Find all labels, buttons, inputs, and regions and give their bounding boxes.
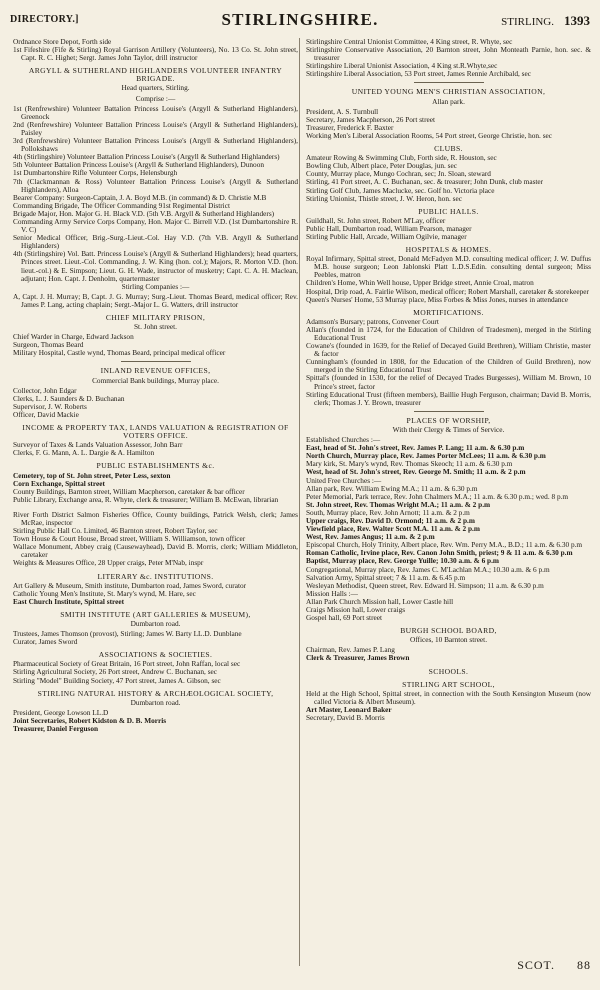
section-heading: STIRLING NATURAL HISTORY & ARCHÆOLOGICAL SOCIETY, [37, 688, 274, 698]
directory-entry: Corn Exchange, Spittal street [13, 478, 105, 488]
directory-entry: Cemetery, top of St. John street, Peter Less, sexton [13, 470, 171, 480]
directory-entry: Trustees, James Thomson (provost), Stirling; James W. Barty LL.D. Dunblane [13, 629, 242, 639]
directory-entry: Salvation Army, Spittal street; 7 & 11 a.m. & 6.45 p.m [306, 572, 466, 582]
directory-entry: President, A. S. Turnbull [306, 106, 379, 116]
directory-entry: Stirling Public Hall Co. Limited, 46 Barnton street, Robert Taylor, sec [13, 526, 218, 536]
directory-entry: 4th (Stirlingshire) Volunteer Battalion Princess Louise's (Argyll & Sutherland Highlanders) [13, 152, 280, 162]
directory-entry: Roman Catholic, Irvine place, Rev. Canon John Smith, priest; 9 & 11 a.m. & 6.30 p.m [306, 548, 573, 558]
directory-entry: Stirlingshire Conservative Association, 20 Barnton street, John Monteath Parnie, hon. sec. & treasurer [306, 45, 591, 63]
directory-entry: Allan Park Church Mission hall, Lower Castle hill [306, 596, 454, 606]
directory-entry: Amateur Rowing & Swimming Club, Forth side, R. Houston, sec [306, 153, 497, 163]
directory-entry: Craigs Mission hall, Lower craigs [306, 605, 406, 614]
directory-entry: Treasurer, Daniel Ferguson [13, 724, 99, 734]
directory-entry: Stirling "Model" Building Society, 47 Port street, James A. Gibson, sec [13, 675, 221, 685]
header-place: STIRLING. [501, 16, 554, 28]
directory-entry: 1st (Renfrewshire) Volunteer Battalion Princess Louise's (Argyll & Sutherland Highlanders), Greenock [13, 103, 298, 121]
directory-entry: Congregational, Murray place, Rev. James C. M'Lachlan M.A.; 10.30 a.m. & 6 p.m [306, 564, 550, 574]
section-subheading: Offices, 10 Barnton street. [409, 635, 488, 645]
section-rule [121, 508, 191, 509]
footer-page-number: 88 [577, 958, 591, 972]
directory-entry: Treasurer, Frederick F. Baxter [306, 122, 394, 132]
directory-entry: Stirling Agricultural Society, 26 Port street, Andrew C. Buchanan, sec [13, 667, 218, 677]
section-heading: UNITED YOUNG MEN'S CHRISTIAN ASSOCIATION, [351, 87, 546, 97]
section-rule [414, 82, 484, 83]
directory-entry: County, Murray place, Mungo Cochran, sec; Jn. Sloan, steward [306, 169, 491, 179]
directory-entry: East, head of St. John's street, Rev. James P. Lang; 11 a.m. & 6.30 p.m [306, 443, 525, 453]
section-heading: MORTIFICATIONS. [413, 307, 484, 317]
section-heading: CHIEF MILITARY PRISON, [105, 313, 206, 322]
directory-entry: Officer, David Mackie [13, 409, 79, 419]
directory-entry: President, George Lowson LL.D [13, 707, 109, 717]
directory-entry: Queen's Nurses' Home, 53 Murray place, Miss Forbes & Miss Jones, nurses in attendance [306, 294, 569, 304]
directory-entry: Established Churches :— [306, 435, 381, 445]
directory-entry: Working Men's Liberal Association Rooms, 54 Port street, George Christie, hon. sec [306, 130, 553, 140]
directory-entry: Art Master, Leonard Baker [306, 704, 392, 714]
directory-entry: Curator, James Sword [13, 637, 78, 647]
section-heading: ASSOCIATIONS & SOCIETIES. [98, 650, 213, 660]
directory-entry: Hospital, Drip road, A. Fairlie Wilson, medical officer; Robert Marshall, caretaker & storekeeper [306, 286, 589, 296]
section-heading: CLUBS. [434, 144, 463, 154]
section-subheading: Allan park. [432, 96, 465, 106]
directory-entry: Town House & Court House, Broad street, William S. Williamson, town officer [13, 534, 246, 544]
directory-entry: Cunningham's (founded in 1808, for the Education of the Children of Guild Brethren), now merged in the Stirling Educational Trust [306, 357, 591, 375]
section-subheading: Stirling Companies :— [121, 281, 190, 291]
footer-scot: SCOT. [517, 958, 555, 972]
directory-entry: Pharmaceutical Society of Great Britain, 16 Port street, John Raffan, local sec [13, 659, 241, 669]
directory-entry: Wallace Monument, Abbey craig (Causewayhead), David B. Morris, clerk; William Middleton, caretaker [13, 542, 298, 560]
directory-entry: Clerk & Treasurer, James Brown [306, 653, 410, 663]
section-subheading: Comprise :— [135, 93, 176, 103]
directory-entry: 5th Volunteer Battalion Princess Louise's (Argyll & Sutherland Highlanders), Dunoon [13, 160, 265, 170]
directory-entry: Art Gallery & Museum, Smith institute, Dumbarton road, James Sword, curator [13, 580, 247, 590]
directory-entry: Weights & Measures Office, 28 Upper craigs, Peter M'Nab, inspr [13, 558, 204, 568]
directory-entry: Allan park, Rev. William Ewing M.A.; 11 a.m. & 6.30 p.m [306, 483, 478, 493]
section-heading: PUBLIC ESTABLISHMENTS &c. [96, 461, 215, 471]
directory-entry: Guildhall, St. John street, Robert M'Lay, officer [306, 215, 446, 225]
directory-entry: Episcopal Church, Holy Trinity, Albert place, Rev. Wm. Perry M.A., B.D.; 11 a.m. & 6.30 p.m [306, 540, 583, 550]
directory-entry: Military Hospital, Castle wynd, Thomas Beard, principal medical officer [13, 348, 226, 358]
directory-entry: A, Capt. J. H. Murray; B, Capt. J. G. Murray; Surg.-Lieut. Thomas Beard, medical officer; Rev. James P. Lang, acting chaplain; Sergt.-Major L. G. Watters, drill instructor [13, 291, 298, 309]
directory-entry: Upper craigs, Rev. David D. Ormond; 11 a.m. & 2 p.m [306, 515, 475, 525]
directory-entry: Stirling Unionist, Thistle street, J. W. Heron, hon. sec [306, 193, 462, 203]
header-title: STIRLINGSHIRE. [221, 10, 379, 29]
directory-entry: Bowling Club, Albert place, Peter Douglas, jun. sec [306, 161, 457, 171]
section-subheading: Head quarters, Stirling. [121, 83, 190, 93]
directory-entry: Catholic Young Men's Institute, St. Mary's wynd, M. Hare, sec [13, 588, 196, 598]
directory-entry: West, head of St. John's street, Rev. George M. Smith; 11 a.m. & 2 p.m [306, 467, 526, 477]
section-heading: HOSPITALS & HOMES. [405, 245, 492, 255]
directory-entry: River Forth District Salmon Fisheries Office, County buildings, Patrick Welsh, clerk; James McRae, inspector [13, 509, 298, 527]
directory-entry: Bearer Company: Surgeon-Captain, J. A. Boyd M.B. (in command) & D. Christie M.B [13, 192, 267, 202]
directory-entry: Stirlingshire Central Unionist Committee, 4 King street, R. Whyte, sec [306, 37, 513, 46]
section-heading: BURGH SCHOOL BOARD, [400, 626, 497, 636]
directory-entry: Stirling Educational Trust (fifteen members), Baillie Hugh Ferguson, chairman; David B. Morris, clerk; Thomas J. Y. Brown, treasurer [306, 389, 591, 407]
directory-entry: Secretary, James Macpherson, 26 Port street [306, 114, 436, 124]
directory-entry: Peter Memorial, Park terrace, Rev. John Chalmers M.A.; 11 a.m. & 6.30 p.m.; wed. 8 p.m [306, 491, 569, 501]
section-subheading: St. John street. [134, 322, 177, 332]
directory-entry: Surveyor of Taxes & Lands Valuation Assessor, John Barr [13, 440, 183, 450]
directory-entry: Collector, John Edgar [13, 385, 77, 395]
header-year: 1393 [564, 13, 590, 28]
section-rule [121, 361, 191, 362]
directory-entry: Gospel hall, 69 Port street [306, 613, 382, 623]
directory-entry: Allan's (founded in 1724, for the Education of Children of Tradesmen), merged in the Stirling Educational Trust [306, 324, 591, 342]
directory-entry: Brigade Major, Hon. Major G. H. Black V.D. (5th V.B. Argyll & Sutherland Highlanders) [13, 208, 275, 218]
directory-entry: Royal Infirmary, Spittal street, Donald McFadyen M.D. consulting medical officer; J. W. Duffus M.B. house surgeon; Leon Jablonski Platt L.D.S.Edin. consulting dental surgeon; Miss Peebles, matron [306, 254, 591, 280]
directory-entry: Surgeon, Thomas Beard [13, 340, 84, 350]
directory-entry: Senior Medical Officer, Brig.-Surg.-Lieut.-Col. Hay V.D. (7th V.B. Argyll & Sutherland Highlanders) [13, 233, 298, 251]
section-subheading: With their Clergy & Times of Service. [392, 424, 505, 434]
directory-entry: Wesleyan Methodist, Queen street, Rev. Edward H. Simpson; 11 a.m. & 6.30 p.m [306, 580, 544, 590]
directory-entry: East Church Institute, Spittal street [13, 596, 125, 606]
directory-entry: Held at the High School, Spittal street, in connection with the South Kensington Museum (now called Victoria & Albert Museum). [306, 688, 591, 706]
directory-entry: Clerks, F. G. Mann, A. L. Dargie & A. Hamilton [13, 448, 155, 458]
directory-entry: Stirling, 41 Port street, A. C. Buchanan, sec. & treasurer; John Dunk, club master [306, 177, 544, 187]
directory-entry: Baptist, Murray place, Rev. George Yuille; 10.30 a.m. & 6 p.m [306, 556, 500, 566]
directory-entry: Cowane's (founded in 1639, for the Relief of Decayed Guild Brethren), William Christie, master & factor [306, 341, 591, 359]
section-subheading: Dumbarton road. [130, 697, 181, 707]
right-column [306, 38, 591, 722]
directory-entry: North Church, Murray place, Rev. James Porter McLees; 11 a.m. & 6.30 p.m [306, 451, 546, 461]
section-heading: INLAND REVENUE OFFICES, [100, 366, 211, 376]
left-column [13, 38, 298, 733]
header-right [501, 13, 590, 29]
directory-entry: Mission Halls :— [306, 588, 358, 598]
directory-entry: Ordnance Store Depot, Forth side [13, 37, 112, 46]
section-heading: PUBLIC HALLS. [418, 206, 479, 216]
directory-entry: Spittal's (founded in 1530, for the relief of Decayed Trades Burgesses), William M. Brown, 10 Prince's street, factor [306, 373, 591, 391]
directory-entry: 1st Fifeshire (Fife & Stirling) Royal Garrison Artillery (Volunteers), No. 13 Co. St. John street, Capt. R. C. Highet; Sergt. James John Taylor, drill instructor [13, 45, 298, 63]
directory-entry: Stirlingshire Liberal Unionist Association, 4 King st.R.Whyte,sec [306, 61, 498, 71]
directory-entry: Clerks, L. J. Saunders & D. Buchanan [13, 393, 125, 403]
directory-entry: Public Hall, Dumbarton road, William Pearson, manager [306, 223, 472, 233]
section-heading: INCOME & PROPERTY TAX, LANDS VALUATION & REGISTRATION OF VOTERS OFFICE. [22, 423, 289, 441]
section-subheading: Dumbarton road. [130, 619, 181, 628]
directory-entry: Children's Home, Whin Well house, Upper Bridge street, Annie Croal, matron [306, 278, 534, 288]
directory-entry: Joint Secretaries, Robert Kidston & D. B. Morris [13, 715, 167, 725]
directory-entry: Commanding Brigade, The Officer Commanding 91st Regimental District [13, 200, 230, 210]
section-heading: ARGYLL & SUTHERLAND HIGHLANDERS VOLUNTEER INFANTRY BRIGADE. [28, 66, 283, 84]
directory-entry: United Free Churches :— [306, 475, 382, 485]
section-heading: SMITH INSTITUTE (ART GALLERIES & MUSEUM), [60, 609, 251, 619]
directory-entry: West, Rev. James Angus; 11 a.m. & 2 p.m [306, 532, 435, 542]
page-footer [306, 958, 591, 973]
directory-entry: Adamson's Bursary; patrons, Convener Court [306, 316, 439, 326]
directory-entry: Mary kirk, St. Mary's wynd, Rev. Thomas Skeoch; 11 a.m. & 6.30 p.m [306, 459, 513, 469]
section-heading: PLACES OF WORSHIP, [406, 415, 491, 425]
directory-entry: Commanding Army Service Corps Company, Hon. Major C. Birrell V.D. (1st Dumbartonshire R. V. C) [13, 216, 298, 235]
section-heading: LITERARY &c. INSTITUTIONS. [97, 571, 214, 581]
directory-entry: Chairman, Rev. James P. Lang [306, 645, 395, 655]
directory-entry: Stirling Public Hall, Arcade, William Ogilvie, manager [306, 231, 467, 241]
section-rule [414, 411, 484, 412]
directory-entry: Stirlingshire Liberal Association, 53 Port street, James Rennie Archibald, sec [306, 69, 531, 79]
directory-entry: South, Murray place, Rev. John Arnott; 11 a.m. & 2 p.m [306, 507, 470, 517]
directory-entry: 1st Dumbartonshire Rifle Volunteer Corps, Helensburgh [13, 168, 178, 178]
section-heading: SCHOOLS. [428, 666, 469, 676]
directory-entry: St. John street, Rev. Thomas Wright M.A.; 11 a.m. & 2 p.m [306, 499, 491, 509]
directory-entry: 4th (Stirlingshire) Vol. Batt. Princess Louise's (Argyll & Sutherland Highlanders); head quarters, Princes street. Lieut.-Col. Commanding, J. W. King (hon. col.); Majors, R. Morton V.D. (hon. lieut.-col.) & E. Simpson; Lieut. G. H. Wade, instructor of musketry; Capt. C. A. H. Maclean, adjutant; Hon. Capt. J. Denholm, quartermaster [13, 249, 298, 283]
header-left: DIRECTORY.] [10, 14, 79, 25]
directory-entry: Public Library, Exchange area, R. Whyte, clerk & treasurer; William B. McEwan, librarian [13, 494, 279, 504]
page-header [10, 10, 590, 32]
directory-entry: Viewfield place, Rev. Walter Scott M.A. 11 a.m. & 2 p.m [306, 524, 480, 534]
section-heading: STIRLING ART SCHOOL, [402, 679, 495, 689]
directory-entry: 7th (Clackmannan & Ross) Volunteer Battalion Princess Louise's (Argyll & Sutherland Highlanders), Alloa [13, 176, 298, 194]
directory-entry: County Buildings, Barnton street, William Macpherson, caretaker & bar officer [13, 486, 245, 496]
directory-entry: Stirling Golf Club, James Maclucke, sec. Golf ho. Victoria place [306, 185, 495, 195]
column-divider [299, 38, 300, 966]
directory-entry: Secretary, David B. Morris [306, 713, 385, 723]
section-subheading: Commercial Bank buildings, Murray place. [92, 375, 219, 385]
directory-entry: 3rd (Renfrewshire) Volunteer Battalion Princess Louise's (Argyll & Sutherland Highlanders), Pollokshaws [13, 136, 298, 154]
directory-entry: Supervisor, J. W. Roberts [13, 401, 87, 411]
directory-entry: 2nd (Renfrewshire) Volunteer Battalion Princess Louise's (Argyll & Sutherland Highlanders), Paisley [13, 119, 298, 137]
directory-entry: Chief Warder in Charge, Edward Jackson [13, 332, 134, 342]
